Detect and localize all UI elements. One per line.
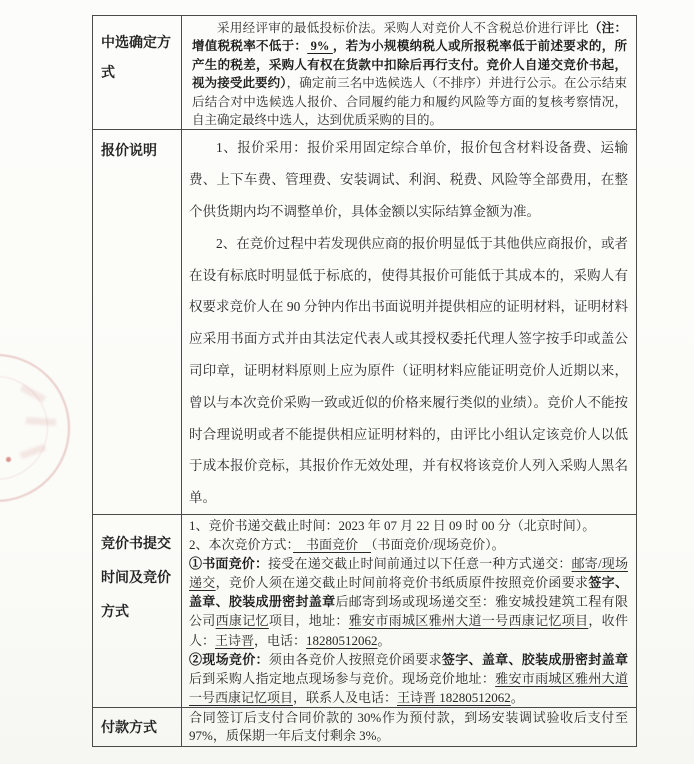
row-content — [182, 130, 637, 515]
text-segment: 2、本次竞价方式： — [189, 537, 294, 553]
text-segment: 1、报价采用：报价采用固定综合单价，报价包含材料设备费、运输费、上下车费、管理费、安装调试、利润、税费、风险等全部费用，在整个供货期内均不调整单价，具体金额以实际结算金额为准。 — [189, 140, 628, 220]
table-body — [93, 16, 637, 747]
red-seal-stamp — [0, 354, 70, 502]
row-label: 中选确定方式 — [93, 16, 182, 130]
row-label: 付款方式 — [93, 707, 182, 746]
row-content — [182, 515, 637, 708]
table-row-payment — [93, 707, 637, 746]
row-label: 报价说明 — [93, 130, 182, 515]
row-label: 竞价书提交时间及竞价方式 — [93, 515, 182, 708]
row-content — [182, 707, 637, 746]
text-segment: 后邮寄到场或现场递交至：雅安城投建筑工程有限公司 — [189, 594, 628, 629]
text-segment: ，竞价人须在递交截止时间前将竞价书纸质原件按照竞价函要求 — [215, 575, 589, 591]
text-segment: ，确定前三名中选候选人（不排序）并进行公示。在公示结束后结合对中选候选人报价、合同履约能力和履约风险等方面的复核考察情况，自主确定最终中选人，达到优质采购的目的。 — [192, 76, 627, 128]
text-segment: （注：增值税税率不低于： — [192, 21, 627, 54]
text-segment: 西康记忆 — [215, 613, 269, 629]
text-segment: 项目，地址： — [268, 613, 349, 629]
text-segment: 雅安市雨城区雅州大道一号西康记忆项目 — [189, 670, 628, 705]
text-segment: ，电话： — [254, 632, 307, 648]
text-segment: 签字、盖章、胶装成册密封盖章 — [189, 575, 628, 610]
text-segment: ，收件人： — [189, 613, 628, 648]
paragraph — [189, 516, 628, 535]
text-segment: 雅安市雨城区雅州大道一号西康记忆项目 — [348, 613, 589, 629]
row-content — [182, 16, 637, 130]
text-segment: 接受在递交截止时间前通过以下任意一种方式递交： — [268, 556, 572, 572]
text-segment: （书面竞价/现场竞价）。 — [371, 537, 505, 553]
table-row-selection-method — [93, 16, 637, 130]
table-row-submission — [93, 515, 637, 708]
text-segment: 王诗晋 — [215, 632, 255, 648]
text-segment: ①书面竞价： — [189, 556, 269, 572]
paragraph — [189, 535, 628, 554]
paragraph — [189, 650, 628, 707]
text-segment: 采用经评审的最低投标价法。采购人对竞价人不含税总价进行评比 — [217, 21, 589, 35]
text-segment: ，若为小规模纳税人或所报税率低于前述要求的，所产生的税差，采购人有权在货款中扣除后再行支付。竞价人自递交竞价书起，视为接受此要约） — [192, 39, 627, 91]
paragraph — [189, 709, 628, 746]
text-segment: 王诗晋 18280512062 — [397, 689, 511, 705]
text-segment: ，联系人及电话： — [293, 689, 398, 705]
paragraph — [192, 19, 627, 129]
text-segment: 。 — [377, 632, 391, 648]
text-segment: 须由各竞价人按照竞价函要求 — [268, 651, 442, 667]
paragraph — [189, 132, 628, 227]
text-segment: ②现场竞价： — [189, 651, 269, 667]
red-ink-dot — [6, 457, 11, 462]
text-segment: 2、在竞价过程中若发现供应商的报价明显低于其他供应商报价，或者在设有标底时明显低于标底的，使得其报价可能低于其成本的，采购人有权要求竞价人在 90 分钟内作出书面说明并提供相应的证明材料，证明材料应采用书面方式并由其法定代表人或其授权委托代理人签字按手印或盖公司印章，证明材料原则上应为原件（证明材料应能证明竞价人近期以来，曾以与本次竞价采购一致或近似的价格来履行类似的业绩）。竞价人不能按时合理说明或者不能提供相应证明材料的，由评比小组认定该竞价人以低于成本报价竞标，其报价作无效处理，并有权将该竞价人列入采购人黑名单。 — [189, 235, 628, 506]
text-segment: 邮寄/现场递交 — [189, 556, 628, 591]
procurement-terms-table — [92, 15, 637, 747]
paragraph — [189, 228, 628, 514]
text-segment: 书面竞价 — [293, 537, 372, 553]
text-segment: 。 — [510, 689, 524, 705]
text-segment: 签字、盖章、胶装成册密封盖章 — [441, 651, 628, 667]
text-segment: 1、竞价书递交截止时间：2023 年 07 月 22 日 09 时 00 分（北京时间）。 — [189, 518, 596, 533]
paragraph — [189, 554, 628, 649]
text-segment: 合同签订后支付合同价款的 30%作为预付款，到场安装调试验收后支付至 97%，质保期一年后支付剩余 3%。 — [189, 709, 628, 744]
text-segment: 9% — [307, 39, 333, 54]
table-row-quote-notes — [93, 130, 637, 515]
text-segment: 后到采购人指定地点现场参与竞价。现场竞价地址： — [189, 670, 496, 686]
text-segment: 18280512062 — [306, 632, 378, 648]
